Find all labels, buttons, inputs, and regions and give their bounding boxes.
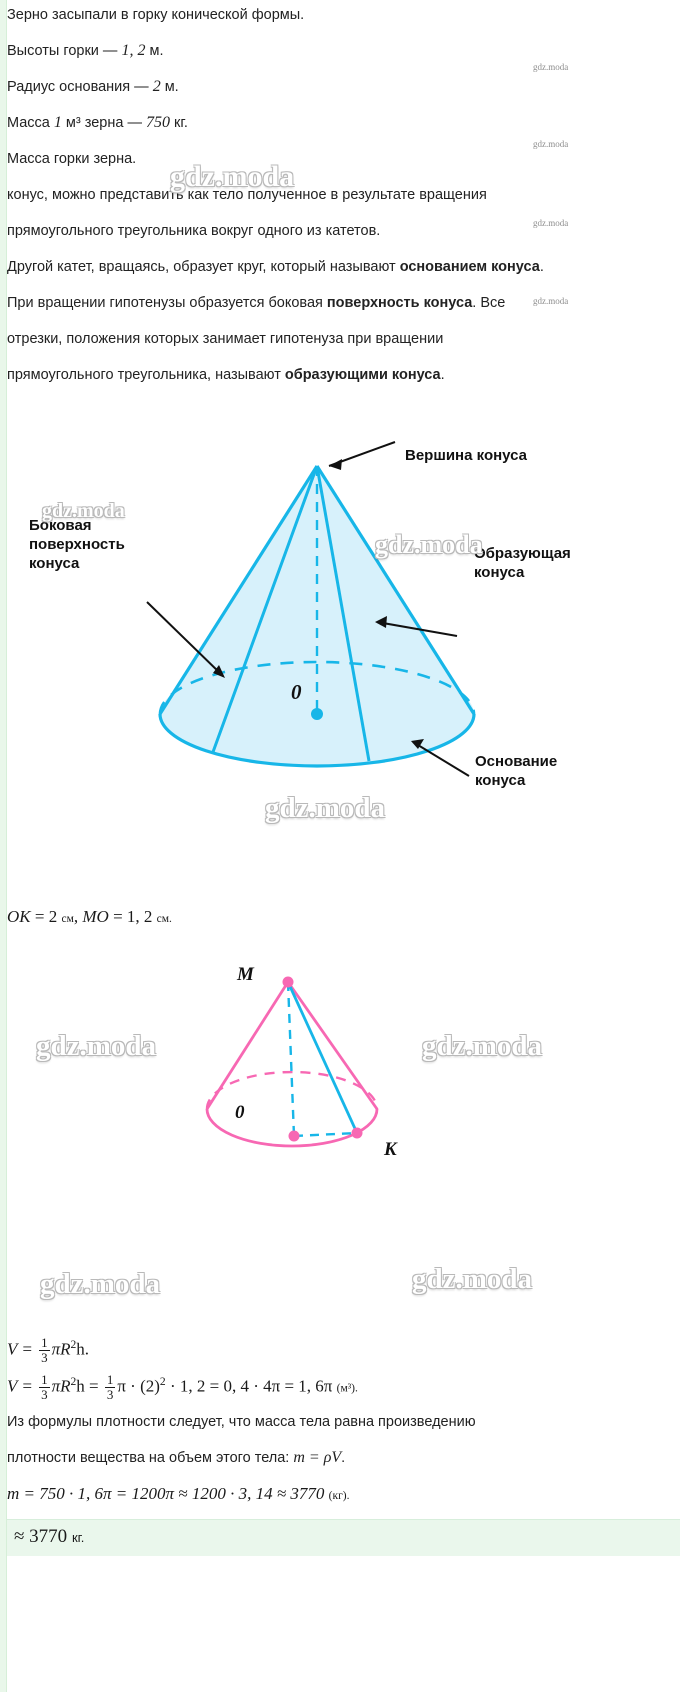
fraction-denominator: 3	[106, 1386, 114, 1402]
answer-value: ≈ 3770	[14, 1526, 72, 1548]
label-point-k: K	[384, 1139, 397, 1160]
theory-line-1a: конус, можно представить как тело полученное в результате вращения	[7, 187, 487, 203]
cone-diagram-labeled	[7, 404, 672, 834]
formula2-exponent-2: 2	[159, 1374, 166, 1388]
watermark-large: gdz.moda	[422, 1030, 543, 1062]
given-unit-2: см.	[156, 913, 172, 925]
theory-term-generatrix: образующими конуса	[284, 367, 441, 383]
watermark-large: gdz.moda	[375, 530, 483, 559]
given-separator: ,	[73, 907, 83, 926]
fraction-one-third	[105, 1373, 116, 1402]
intro-line-2-pre: Высоты горки —	[7, 43, 122, 59]
formula2-h-eq: h =	[76, 1376, 103, 1396]
watermark-large: gdz.moda	[40, 1268, 161, 1300]
given-ok-value: = 2	[30, 907, 62, 926]
formula2-unit: (м³).	[336, 1382, 358, 1395]
fraction-one-third	[39, 1373, 50, 1402]
theory-line-5-post: .	[440, 367, 445, 383]
formula-exponent: 2	[70, 1338, 77, 1351]
intro-line-5: Масса горки зерна.	[7, 151, 137, 167]
formula-mass-expr: m = 750 · 1, 6π = 1200π ≈ 1200 · 3, 14 ≈ 3770	[7, 1484, 329, 1504]
intro-line-4-value-2: 750	[146, 114, 171, 131]
given-unit-1: см	[61, 913, 74, 925]
theory-line-5	[7, 360, 672, 390]
label-point-o: 0	[235, 1102, 245, 1123]
fraction-numerator: 1	[41, 1334, 48, 1350]
intro-line-3-value: 2	[152, 78, 161, 95]
label-point-m: M	[237, 964, 254, 985]
label-base: Основание конуса	[475, 753, 558, 789]
fraction-one-third	[39, 1336, 50, 1365]
theory-line-3-post: . Все	[472, 295, 506, 311]
intro-line-3-pre: Радиус основания —	[7, 79, 153, 95]
formula2-pi-two: π · (2)	[117, 1376, 160, 1396]
theory-line-2-pre: Другой катет, вращаясь, образует круг, который называют	[7, 259, 400, 275]
formula-mass-unit: (кг).	[328, 1490, 350, 1503]
given-values	[7, 902, 672, 934]
density-formula: m = ρV	[293, 1449, 342, 1467]
intro-line-4-value-1: 1	[53, 114, 62, 131]
formula2-v-pre: V =	[7, 1376, 38, 1396]
formula-h: h.	[76, 1339, 89, 1359]
intro-line-1: Зерно засыпали в горку конической формы.	[7, 7, 305, 23]
watermark-small: gdz.moda	[533, 139, 569, 149]
answer-block	[0, 1519, 680, 1556]
formula-v-pre: V =	[7, 1339, 38, 1359]
intro-line-2-value: 1, 2	[121, 42, 146, 59]
watermark-large: gdz.moda	[36, 1030, 157, 1062]
label-cone-apex: Вершина конуса	[405, 447, 527, 464]
density-text-post: .	[341, 1450, 346, 1467]
theory-line-5-pre: прямоугольного треугольника, называют	[7, 367, 285, 383]
watermark-large: gdz.moda	[265, 792, 386, 824]
fraction-denominator: 3	[41, 1349, 48, 1365]
intro-line-2	[7, 36, 672, 66]
fraction-numerator: 1	[41, 1371, 48, 1387]
watermark-small: gdz.moda	[533, 62, 569, 72]
formula2-pi-r: πR	[51, 1376, 71, 1396]
fraction-denominator: 3	[41, 1386, 48, 1402]
formula-pi-r: πR	[51, 1339, 71, 1359]
watermark-large: gdz.moda	[170, 160, 295, 193]
label-center-o: 0	[291, 680, 302, 704]
answer-unit: кг.	[71, 1530, 85, 1546]
theory-term-lateral-surface: поверхность конуса	[326, 295, 473, 311]
theory-term-base: основанием конуса	[399, 259, 540, 275]
watermark-small: gdz.moda	[533, 218, 569, 228]
watermark-large: gdz.moda	[42, 500, 125, 522]
cone-svg-1	[7, 404, 672, 834]
density-text-line-2	[7, 1443, 672, 1473]
cone-diagram-mok	[7, 964, 672, 1234]
label-lateral-surface: Боковая поверхность конуса	[29, 517, 125, 572]
intro-line-4-mid: м³ зерна —	[61, 115, 147, 131]
cone-svg-2	[7, 964, 672, 1234]
formula2-result: · 1, 2 = 0, 4 · 4π = 1, 6π	[165, 1376, 337, 1396]
intro-line-3-post: м.	[160, 79, 179, 95]
fraction-numerator: 1	[106, 1371, 114, 1387]
formula2-exponent-1: 2	[70, 1374, 77, 1388]
watermark-large: gdz.moda	[412, 1263, 533, 1295]
density-text-pre: плотности вещества на объем этого тела:	[7, 1450, 294, 1467]
theory-line-4: отрезки, положения которых занимает гипотенуза при вращении	[7, 331, 444, 347]
theory-line-3	[7, 288, 672, 318]
watermark-small: gdz.moda	[533, 296, 569, 306]
intro-line-4	[7, 108, 672, 138]
formula-volume-general	[7, 1330, 672, 1365]
given-mo-label: MO	[82, 907, 109, 926]
intro-line-4-post: кг.	[170, 115, 188, 131]
theory-line-3-pre: При вращении гипотенузы образуется боковая	[7, 295, 327, 311]
formula-volume-computed	[7, 1367, 672, 1404]
theory-line-2	[7, 252, 672, 282]
formula-mass	[7, 1479, 672, 1511]
given-mo-value: = 1, 2	[108, 907, 157, 926]
given-ok-label: OK	[7, 907, 31, 926]
intro-line-3	[7, 72, 672, 102]
label-generatrix: Образующая конуса	[474, 545, 571, 581]
theory-line-2-post: .	[539, 259, 544, 275]
intro-line-4-pre: Масса	[7, 115, 54, 131]
density-text-line-1: Из формулы плотности следует, что масса тела равна произведению	[7, 1414, 476, 1431]
theory-line-1b: прямоугольного треугольника вокруг одного из катетов.	[7, 223, 381, 239]
intro-line-2-post: м.	[145, 43, 164, 59]
